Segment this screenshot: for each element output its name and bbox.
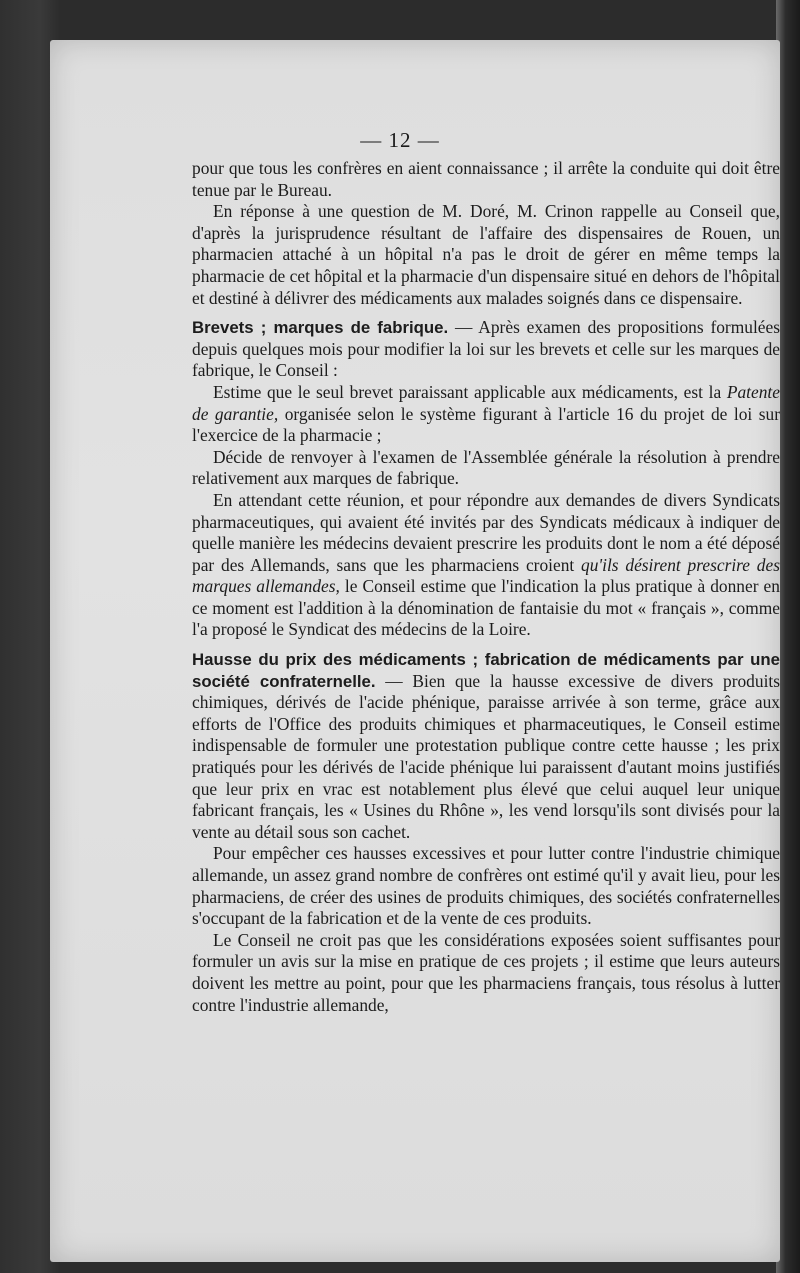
section-heading-brevets: Brevets ; marques de fabrique. xyxy=(192,318,449,338)
paragraph-attendant-a: En attendant cette réunion, et pour répondre aux demandes de divers Syndicats pharmaceutiques, qui avaient été invités par des Syndicats médicaux à indiquer de quelle manière les médecins devaient prescrire les produits dont le nom a été déposé par des Allemands, sans que les pharmaciens croient xyxy=(192,489,780,575)
paragraph-estime-b: organisée selon le système figurant à l'article 16 du projet de loi sur l'exercice de la pharmacie ; xyxy=(192,403,780,446)
paragraph-attendant-italic: qu'ils désirent prescrire des marques allemandes, xyxy=(192,554,780,597)
paragraph-estime xyxy=(192,382,780,447)
paragraph-decide: Décide de renvoyer à l'examen de l'Assemblée générale la résolution à prendre relativement aux marques de fabrique. xyxy=(192,446,780,489)
paragraph-attendant-b: le Conseil estime que l'indication la plus pratique à donner en ce moment est l'addition à la dénomination de fantaisie du mot « français », comme l'a proposé le Syndicat des médecins de la Loire. xyxy=(192,576,780,640)
section-text-hausse: — Bien que la hausse excessive de divers produits chimiques, dérivés de l'acide phénique, paraisse arrivée à son terme, grâce aux efforts de l'Office des produits chimiques et pharmaceutiques, le Conseil estime indispensable de formuler une protestation publique contre cette hausse ; les prix pratiqués pour les dérivés de l'acide phénique lui paraissent d'autant moins justifiés que leur prix en vrac est notablement plus élevé que celui auquel leur unique fabricant français, les « Usines du Rhône », les vend lorsqu'ils sont divisés pour la vente au détail sous son cachet. xyxy=(192,670,780,842)
paragraph-continuation: pour que tous les confrères en aient connaissance ; il arrête la conduite qui doit être tenue par le Bureau. xyxy=(192,158,780,200)
section-text-brevets: — Après examen des propositions formulées depuis quelques mois pour modifier la loi sur les brevets et celle sur les marques de fabrique, le Conseil : xyxy=(192,317,780,381)
section-heading-hausse: Hausse du prix des médicaments ; fabrication de médicaments par une société confraternelle. xyxy=(192,650,780,691)
section-hausse xyxy=(192,649,780,843)
paragraph-dispensaires: En réponse à une question de M. Doré, M. Crinon rappelle au Conseil que, d'après la jurisprudence résultant de l'affaire des dispensaires de Rouen, un pharmacien attaché à un hôpital n'a pas le droit de gérer en même temps la pharmacie de cet hôpital et la pharmacie d'un dispensaire situé en dehors de l'hôpital et destiné à délivrer des médicaments aux malades soignés dans ce dispensaire. xyxy=(192,201,780,308)
paragraph-attendant xyxy=(192,490,780,641)
body-text xyxy=(192,158,780,1016)
section-brevets xyxy=(192,317,780,382)
paragraph-estime-italic: Patente de garantie, xyxy=(192,381,780,424)
paragraph-estime-a: Estime que le seul brevet paraissant applicable aux médicaments, est la xyxy=(213,381,722,402)
paragraph-empecher: Pour empêcher ces hausses excessives et pour lutter contre l'industrie chimique allemande, un assez grand nombre de confrères ont estimé qu'il y avait lieu, pour les pharmaciens, de créer des usines de produits chimiques, des sociétés confraternelles s'occupant de la fabrication et de la vente de ces produits. xyxy=(192,843,780,929)
paragraph-conseil: Le Conseil ne croit pas que les considérations exposées soient suffisantes pour formuler un avis sur la mise en pratique de ces projets ; il estime que leurs auteurs doivent les mettre au point, pour que les pharmaciens français, tous résolus à lutter contre l'industrie allemande, xyxy=(192,929,780,1015)
page-number: — 12 — xyxy=(360,128,440,152)
